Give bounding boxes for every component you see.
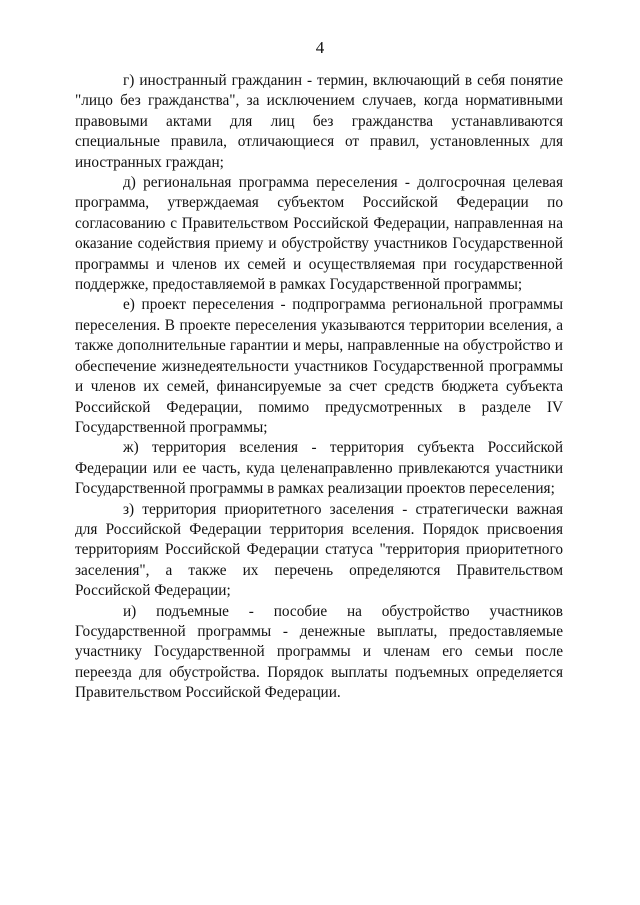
definition-paragraph-g: г) иностранный гражданин - термин, включающий в себя понятие "лицо без гражданства", за исключением случаев, когда нормативными правовыми актами для лиц без гражданства устанавливаются специальные правила, отличающиеся от правил, установленных для иностранных граждан; <box>75 72 563 171</box>
page-number: 4 <box>315 38 325 57</box>
definition-paragraph-i: и) подъемные - пособие на обустройство участников Государственной программы - денежные выплаты, предоставляемые участнику Государственной программы и членам его семьи после переезда для обустройства. Порядок выплаты подъемных определяется Правительством Российской Федерации. <box>75 602 563 702</box>
definition-paragraph-d: д) региональная программа переселения - долгосрочная целевая программа, утверждаемая субъектом Российской Федерации по согласованию с Правительством Российской Федерации, направленная на оказание содействия приему и обустройству участников Государственной программы и членов их семей и осуществляемая при государственной поддержке, предоставляемой в рамках Государственной программы; <box>75 174 563 294</box>
document-body <box>75 71 563 704</box>
definition-paragraph-e: е) проект переселения - подпрограмма региональной программы переселения. В проекте переселения указываются территории вселения, а также дополнительные гарантии и меры, направленные на обустройство и обеспечение жизнедеятельности участников Государственной программы и членов их семей, финансируемые за счет средств бюджета субъекта Российской Федерации, помимо предусмотренных в разделе IV Государственной программы; <box>75 296 563 436</box>
definition-paragraph-zh: ж) территория вселения - территория субъекта Российской Федерации или ее часть, куда целенаправленно привлекаются участники Государственной программы в рамках реализации проектов переселения; <box>75 439 563 498</box>
definition-paragraph-z: з) территория приоритетного заселения - стратегически важная для Российской Федерации территория вселения. Порядок присвоения территориям Российской Федерации статуса "территория приоритетного заселения", а также их перечень определяются Правительством Российской Федерации; <box>75 500 563 600</box>
